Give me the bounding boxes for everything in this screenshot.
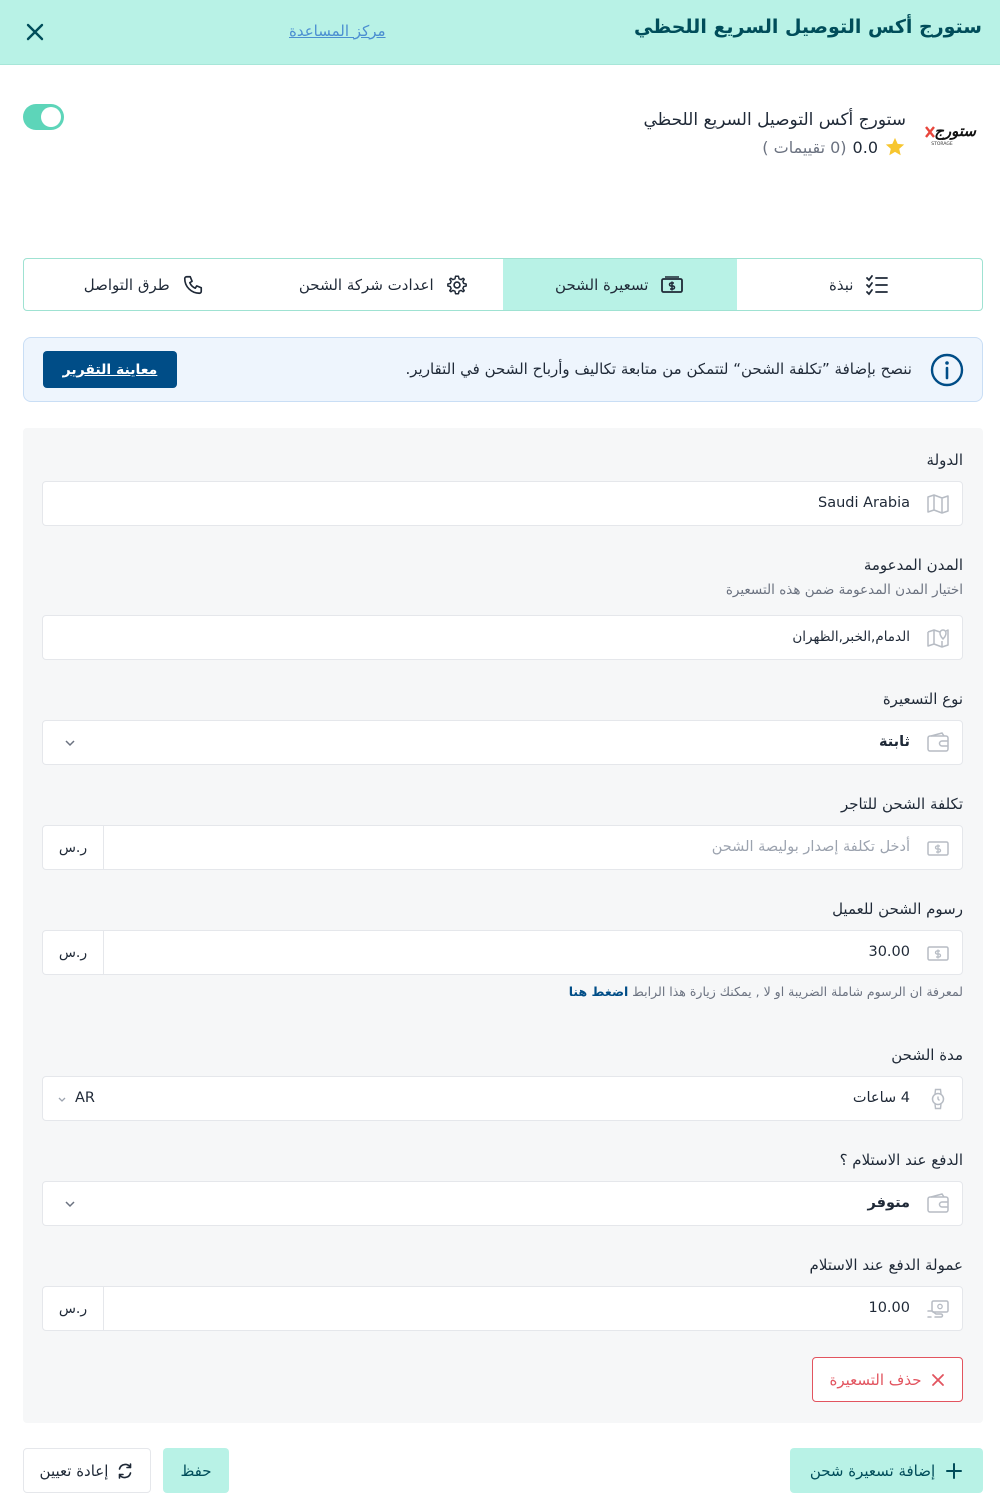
cities-value: الدمام,الخبر,الظهران xyxy=(792,629,910,645)
cod-fee-label: عمولة الدفع عند الاستلام xyxy=(809,1256,963,1274)
cities-label: المدن المدعومة xyxy=(863,556,963,574)
close-icon xyxy=(930,1372,946,1388)
money-icon xyxy=(926,837,950,859)
country-select[interactable] xyxy=(42,481,963,526)
wallet-icon xyxy=(926,1193,950,1215)
svg-text:ستورج: ستورج xyxy=(934,122,976,140)
money-icon xyxy=(660,275,684,295)
reset-button[interactable] xyxy=(23,1448,151,1493)
chevron-down-icon xyxy=(63,737,77,749)
map-icon xyxy=(926,493,950,515)
company-logo xyxy=(920,118,978,148)
cod-label: الدفع عند الاستلام ؟ xyxy=(839,1151,963,1169)
reset-label: إعادة تعيين xyxy=(39,1461,109,1480)
money-icon xyxy=(926,942,950,964)
country-label: الدولة xyxy=(926,451,963,469)
merchant-cost-field[interactable] xyxy=(42,825,963,870)
cities-select[interactable] xyxy=(42,615,963,660)
currency-addon: ر.س xyxy=(43,931,104,974)
duration-label: مدة الشحن xyxy=(891,1046,963,1064)
cod-value: متوفر xyxy=(867,1195,910,1211)
wallet-icon xyxy=(926,732,950,754)
merchant-cost-placeholder: أدخل تكلفة إصدار بوليصة الشحن xyxy=(711,839,910,855)
customer-fee-field[interactable] xyxy=(42,930,963,975)
star-icon xyxy=(884,136,906,158)
pricing-type-value: ثابتة xyxy=(878,734,910,750)
duration-value: 4 ساعات xyxy=(852,1090,910,1106)
list-icon xyxy=(865,274,889,296)
phone-icon xyxy=(182,274,204,296)
help-center-link[interactable]: مركز المساعدة xyxy=(289,22,386,40)
map-pin-icon xyxy=(926,627,950,649)
modal-title: ستورج أكس التوصيل السريع اللحظي xyxy=(634,16,982,38)
tab-contact-methods[interactable] xyxy=(24,259,264,310)
merchant-cost-label: تكلفة الشحن للتاجر xyxy=(841,795,963,813)
pricing-type-label: نوع التسعيرة xyxy=(882,690,963,708)
tab-shipping-pricing[interactable] xyxy=(503,259,737,310)
rating-value: 0.0 xyxy=(852,137,878,157)
currency-addon: ر.س xyxy=(43,826,104,869)
tabs xyxy=(23,258,983,311)
tab-label: تسعيرة الشحن xyxy=(555,275,649,294)
gear-icon xyxy=(446,274,468,296)
save-button[interactable]: حفظ xyxy=(163,1448,229,1493)
svg-text:STORAGE: STORAGE xyxy=(931,142,953,147)
tab-carrier-settings[interactable] xyxy=(264,259,504,310)
close-icon[interactable] xyxy=(22,19,48,45)
plus-icon xyxy=(945,1462,963,1480)
toggle-knob xyxy=(41,107,61,127)
duration-field[interactable] xyxy=(42,1076,963,1121)
tab-about[interactable] xyxy=(737,259,982,310)
delete-pricing-button[interactable] xyxy=(812,1357,963,1402)
pricing-type-select[interactable] xyxy=(42,720,963,765)
chevron-down-icon xyxy=(63,1198,77,1210)
add-pricing-label: إضافة تسعيرة شحن xyxy=(809,1461,936,1480)
country-value: Saudi Arabia xyxy=(817,495,910,511)
rating-count: (0 تقييمات ) xyxy=(762,137,847,157)
tab-label: طرق التواصل xyxy=(83,275,170,294)
preview-report-button[interactable]: معاينة التقرير xyxy=(43,351,177,388)
refresh-icon xyxy=(116,1462,134,1480)
tab-label: اعدادت شركة الشحن xyxy=(298,275,434,294)
banner-text: ننصح بإضافة ”تكلفة الشحن“ لتتمكن من متابعة تكاليف وأرباح الشحن في التقارير. xyxy=(405,360,912,378)
cod-fee-field[interactable] xyxy=(42,1286,963,1331)
watch-icon xyxy=(926,1088,950,1110)
delete-pricing-label: حذف التسعيرة xyxy=(829,1370,922,1389)
info-icon xyxy=(930,353,964,387)
add-shipping-pricing-button[interactable] xyxy=(790,1448,983,1493)
currency-addon: ر.س xyxy=(43,1287,104,1330)
rating xyxy=(762,136,906,158)
cod-select[interactable] xyxy=(42,1181,963,1226)
tax-note xyxy=(569,984,963,999)
cod-fee-value: 10.00 xyxy=(868,1300,910,1316)
cities-hint: اختيار المدن المدعومة ضمن هذه التسعيرة xyxy=(725,582,963,598)
tab-label: نبذة xyxy=(829,275,854,294)
customer-fee-label: رسوم الشحن للعميل xyxy=(832,900,963,918)
customer-fee-value: 30.00 xyxy=(868,944,910,960)
company-enabled-toggle[interactable] xyxy=(23,104,64,130)
tax-info-link[interactable]: اضغط هنا xyxy=(568,984,629,999)
duration-unit-select[interactable]: AR xyxy=(75,1090,95,1106)
chevron-down-icon xyxy=(57,1095,67,1104)
tax-note-text: لمعرفة ان الرسوم شاملة الضريبة او لا , يمكنك زيارة هذا الرابط xyxy=(632,984,963,999)
cash-hand-icon xyxy=(926,1298,950,1320)
company-name: ستورج أكس التوصيل السريع اللحظي xyxy=(643,110,906,130)
